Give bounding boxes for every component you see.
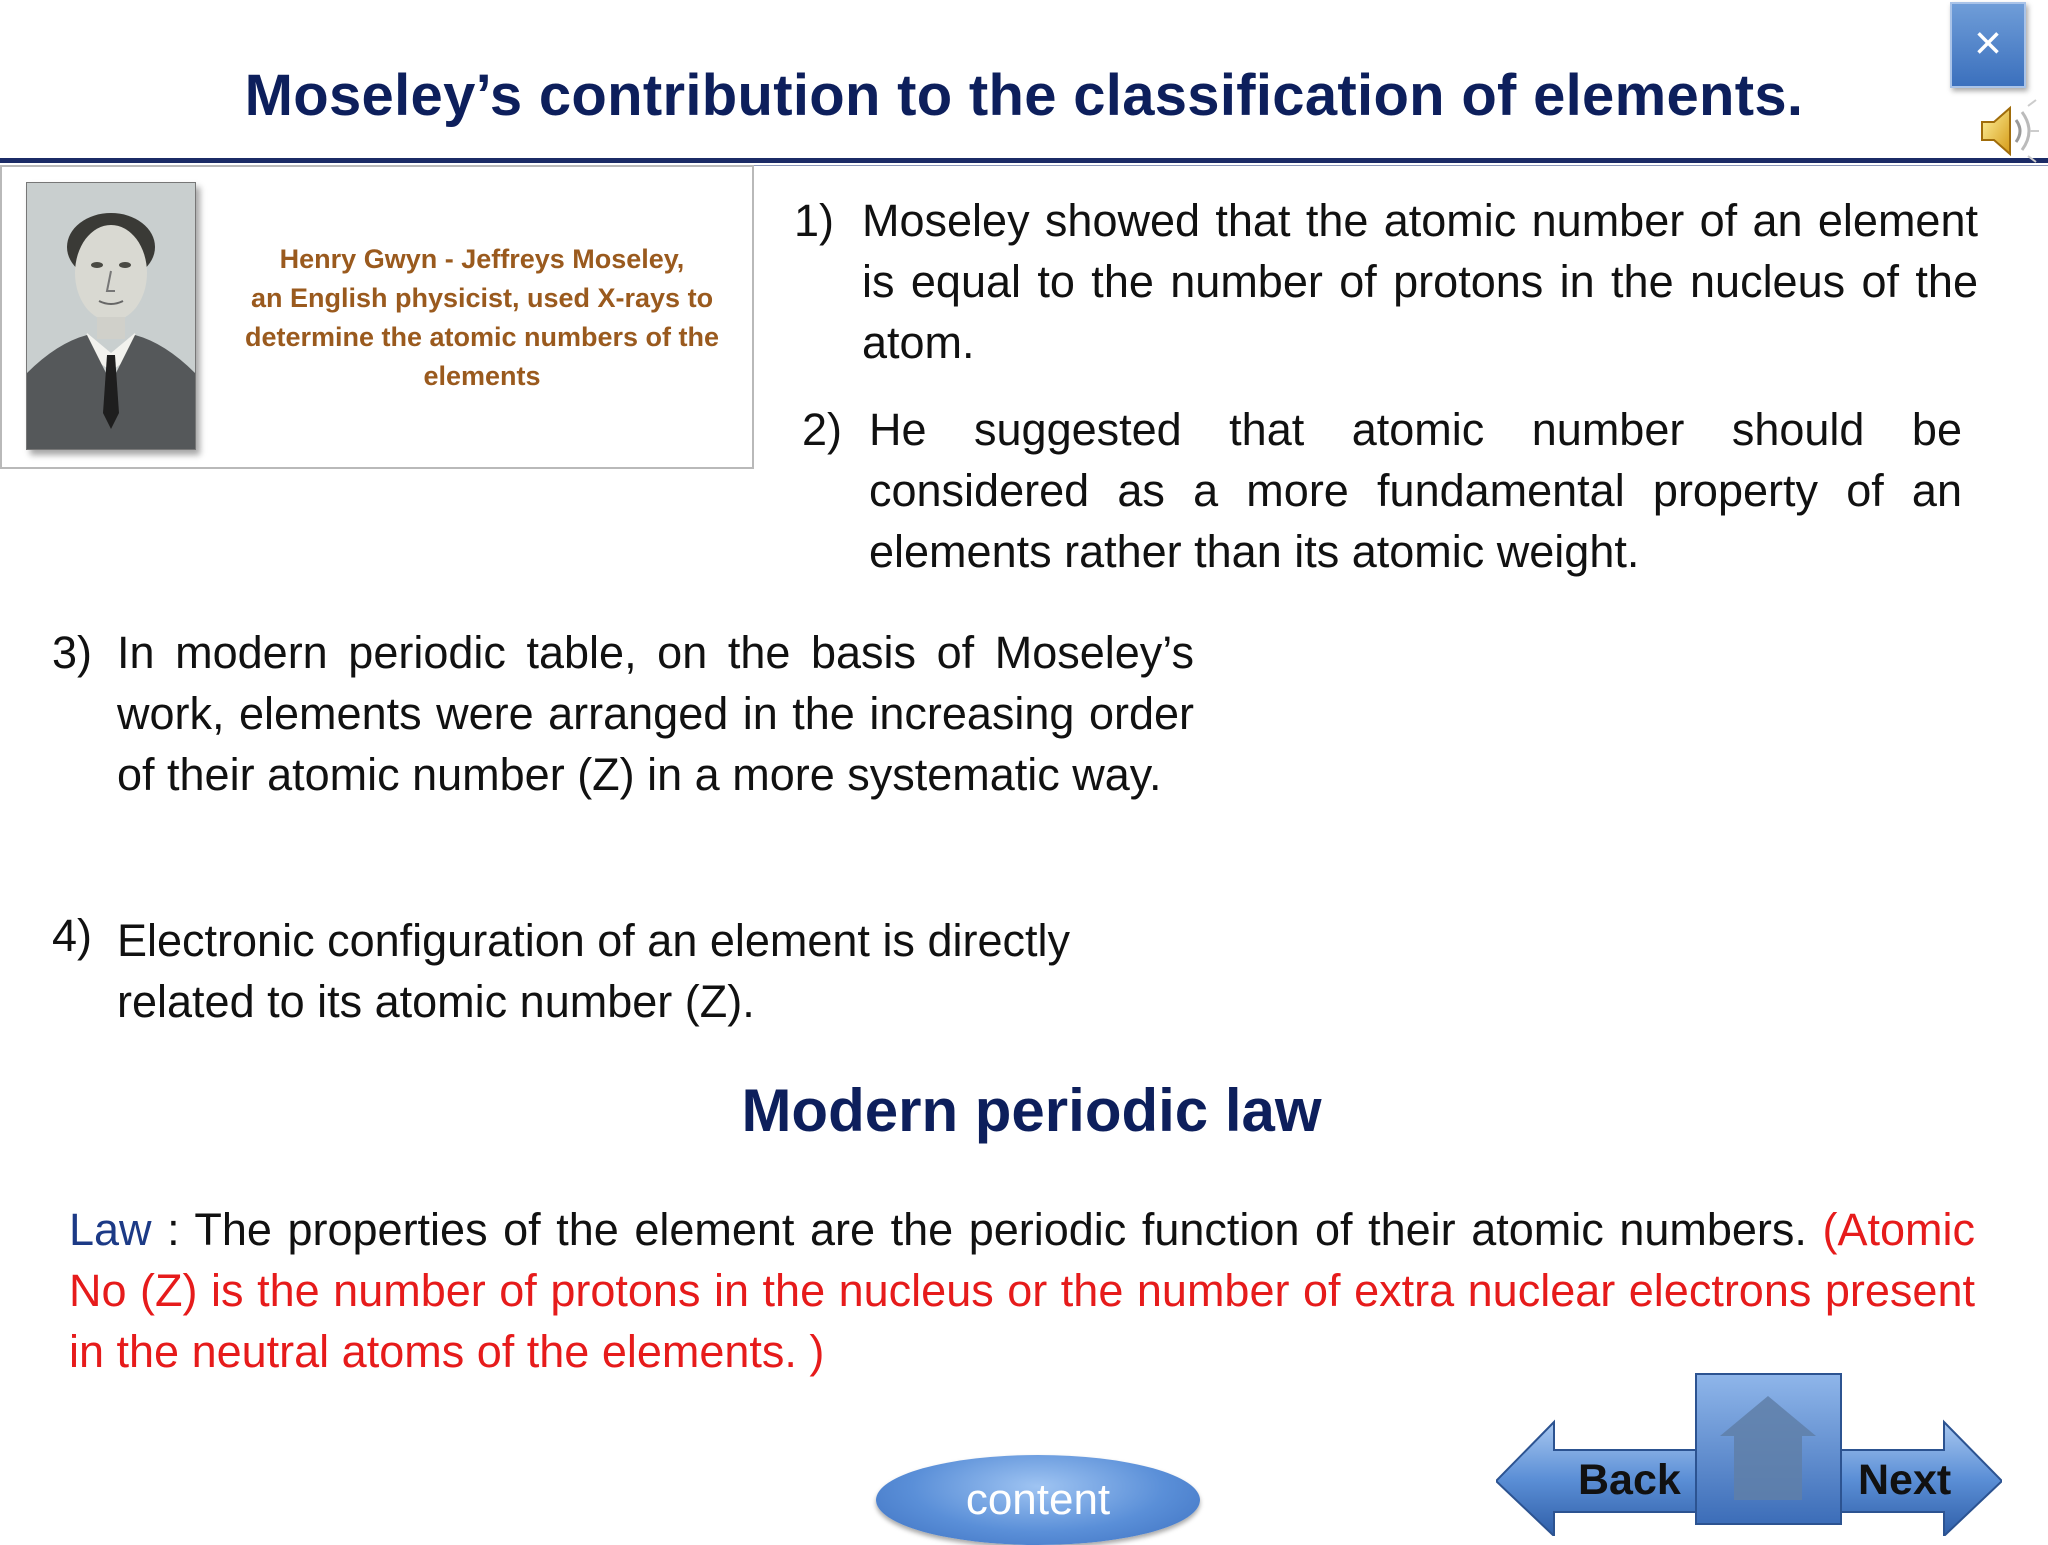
point-3: [52, 622, 1194, 882]
close-button[interactable]: [1950, 2, 2026, 88]
nav-controls: [1496, 1370, 2002, 1536]
next-button-label[interactable]: Next: [1858, 1456, 1952, 1504]
point-number: 4): [52, 910, 93, 961]
speaker-icon[interactable]: [1978, 96, 2040, 166]
moseley-portrait: [26, 182, 196, 450]
point-text: Electronic configuration of an element is directly related to its atomic number (Z).: [117, 915, 1070, 1027]
law-statement: The properties of the element are the periodic function of their atomic numbers.: [194, 1204, 1807, 1255]
page-title: Moseley’s contribution to the classification of elements.: [244, 63, 1804, 128]
content-button-label[interactable]: content: [965, 1475, 1111, 1524]
point-1: [794, 190, 1978, 390]
law-note: (Atomic No (Z) is the number of protons in the nucleus or the number of extra nuclear electrons present in the neutral atoms of the elements. ): [69, 1204, 1975, 1377]
title-divider: [0, 158, 2048, 163]
section-heading: Modern periodic law: [741, 1077, 1322, 1144]
law-label: Law: [69, 1204, 152, 1255]
law-paragraph: [69, 1199, 1975, 1382]
point-4: [52, 910, 1194, 1050]
law-separator: :: [151, 1204, 195, 1255]
point-number: 3): [52, 627, 93, 678]
point-number: 2): [802, 404, 843, 455]
point-number: 1): [794, 195, 835, 246]
point-2: [802, 399, 1962, 599]
portrait-caption: [212, 240, 752, 396]
point-text: Moseley showed that the atomic number of an element is equal to the number of protons in the nucleus of the atom.: [862, 195, 1978, 368]
caption-line: determine the atomic numbers of the: [244, 322, 720, 352]
point-text: He suggested that atomic number should be considered as a more fundamental property of an elements rather than its atomic weight.: [869, 404, 1962, 577]
back-button-label[interactable]: Back: [1578, 1456, 1681, 1504]
caption-line: an English physicist, used X-rays to: [250, 283, 714, 313]
point-text: In modern periodic table, on the basis of Moseley’s work, elements were arranged in the increasing order of their atomic number (Z) in a more systematic way.: [117, 627, 1194, 800]
caption-line: elements: [423, 361, 541, 391]
close-icon: ×: [1973, 17, 2003, 70]
home-icon[interactable]: [1696, 1374, 1841, 1524]
caption-line: Henry Gwyn - Jeffreys Moseley,: [279, 244, 685, 274]
